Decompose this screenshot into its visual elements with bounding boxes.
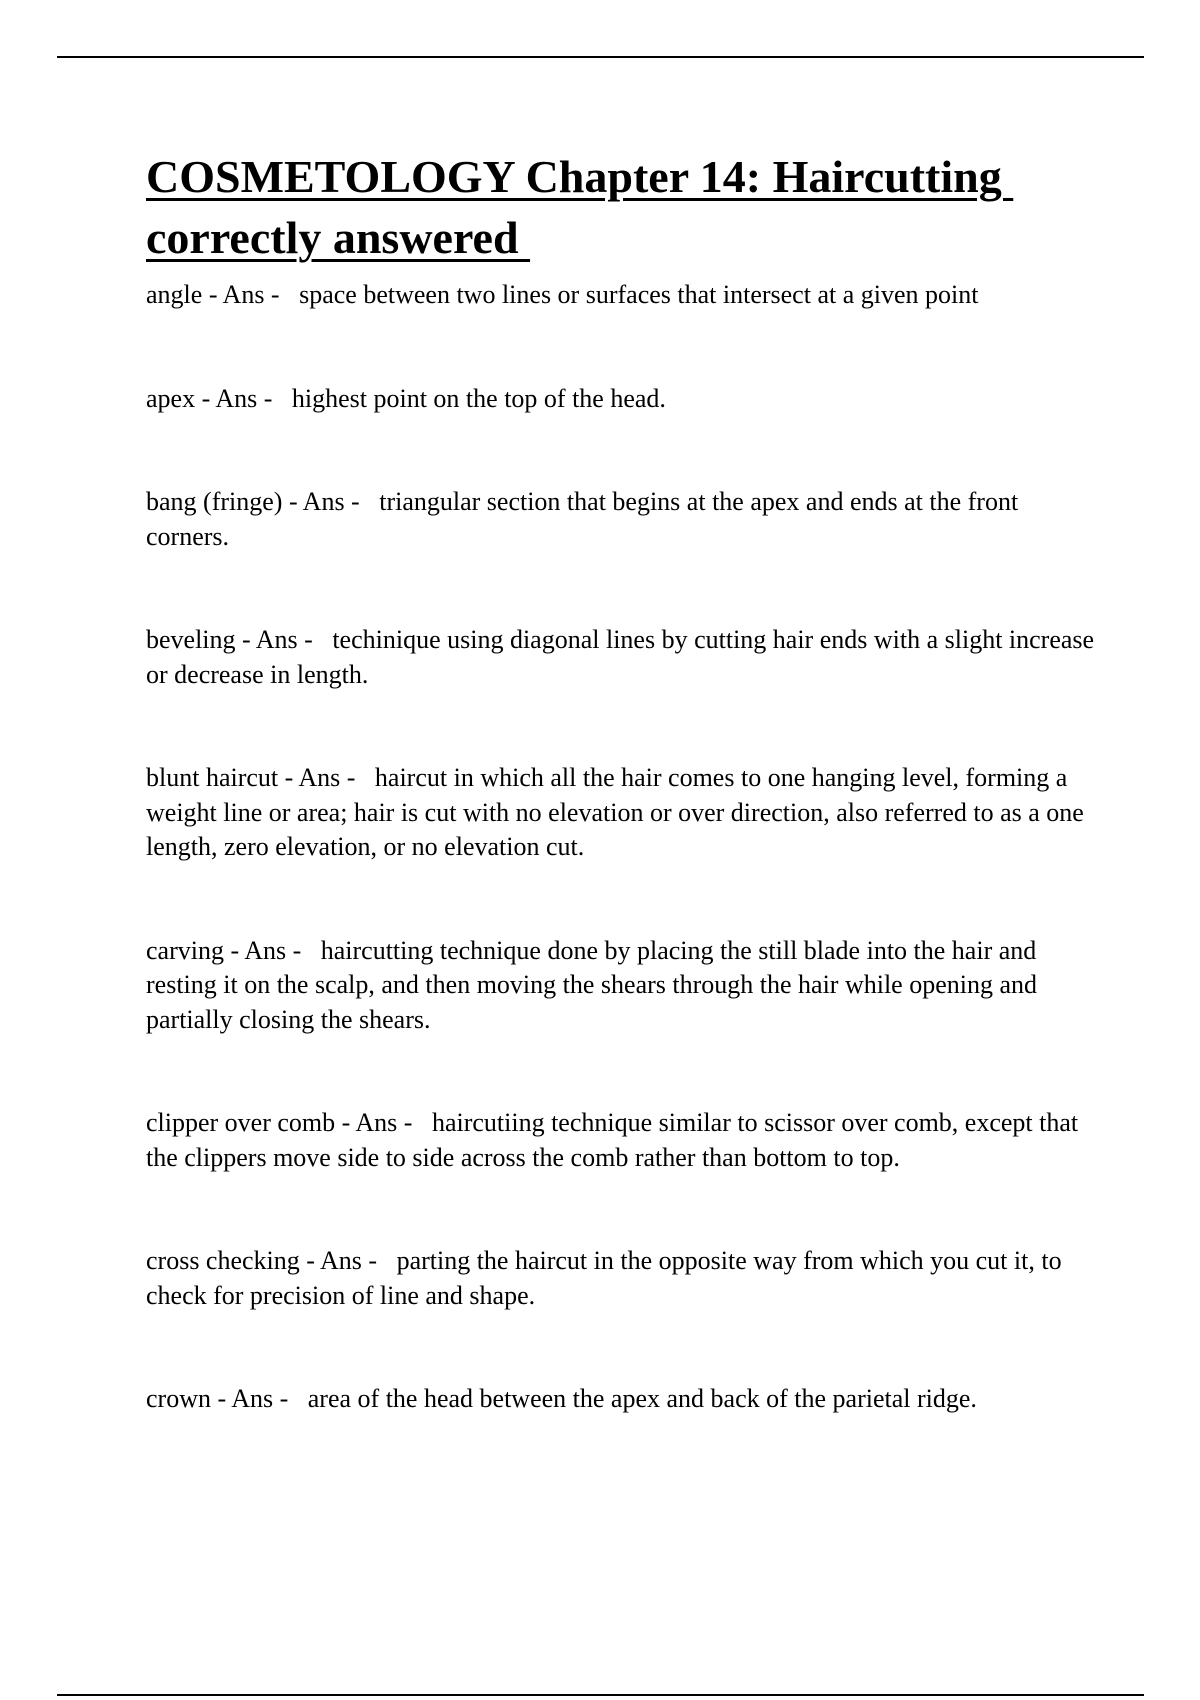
term: beveling <box>146 625 236 654</box>
term-entry-carving <box>146 934 1096 1038</box>
answer-separator: - Ans - <box>223 935 321 965</box>
title-line-1: COSMETOLOGY Chapter 14: Haircutting <box>146 151 1014 202</box>
term: angle <box>146 280 203 309</box>
definition: haircutting technique done by placing the still blade into the hair and resting it on the scalp, and then moving the shears through the hair while opening and partially closing the shears. <box>146 935 1038 1034</box>
answer-separator: - Ans - <box>202 280 300 309</box>
definition: triangular section that begins at the apex and ends at the front corners. <box>146 487 1019 551</box>
definition: haircut in which all the hair comes to one hanging level, forming a weight line or area; hair is cut with no elevation or over direction, also referred to as a one length, zero elevation, or no elevation cut. <box>146 763 1084 861</box>
document-body <box>146 146 1096 1486</box>
term: cross checking <box>146 1246 300 1275</box>
definition: area of the head between the apex and back of the parietal ridge. <box>307 1384 977 1413</box>
answer-separator: - Ans - <box>278 763 375 792</box>
term-entry-blunt-haircut <box>146 761 1096 865</box>
definition: space between two lines or surfaces that intersect at a given point <box>299 280 979 309</box>
definition: haircutiing technique similar to scissor over comb, except that the clippers move side to side across the comb rather than bottom to top. <box>146 1108 1079 1172</box>
answer-separator: - Ans - <box>195 383 292 413</box>
answer-separator: - Ans - <box>299 1246 397 1275</box>
term-entry-bang <box>146 485 1096 554</box>
term: apex <box>146 383 196 413</box>
answer-separator: - Ans - <box>282 487 380 516</box>
term: carving <box>146 935 224 965</box>
definition: parting the haircut in the opposite way from which you cut it, to check for precision of line and shape. <box>146 1246 1062 1310</box>
answer-separator: - Ans - <box>210 1384 308 1413</box>
term-entry-beveling <box>146 623 1096 692</box>
definition: highest point on the top of the head. <box>291 383 666 413</box>
term: blunt haircut <box>146 763 279 792</box>
term-entry-apex <box>146 382 1096 417</box>
term-list <box>146 278 1096 1417</box>
title-line-2: correctly answered <box>146 212 531 263</box>
term: crown <box>146 1384 211 1413</box>
term-entry-crown <box>146 1382 1096 1417</box>
top-divider <box>57 56 1144 58</box>
term-entry-angle <box>146 278 1096 313</box>
document-title <box>146 146 1096 268</box>
term: clipper over comb <box>146 1108 336 1137</box>
definition: techinique using diagonal lines by cutting hair ends with a slight increase or decrease in length. <box>146 625 1095 689</box>
answer-separator: - Ans - <box>235 625 333 654</box>
term-entry-cross-checking <box>146 1244 1096 1313</box>
term-entry-clipper-over-comb <box>146 1106 1096 1175</box>
bottom-divider <box>57 1694 1144 1696</box>
term: bang (fringe) <box>146 487 283 516</box>
answer-separator: - Ans - <box>335 1108 432 1137</box>
